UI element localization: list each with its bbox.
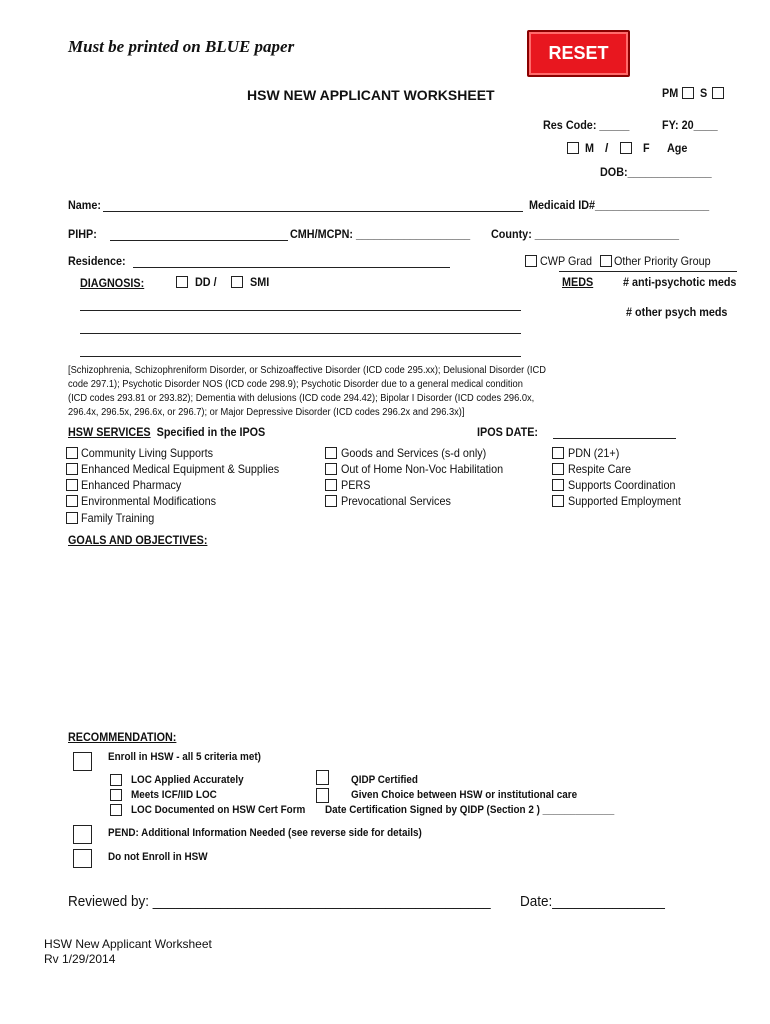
name-label: Name: — [68, 198, 102, 212]
meds-divider — [559, 271, 737, 272]
service-label: Prevocational Services — [341, 494, 451, 508]
service-checkbox[interactable] — [325, 495, 337, 507]
ipos-date-label: IPOS DATE: — [477, 425, 539, 439]
m-label: M — [585, 141, 594, 155]
other-psych-label: # other psych meds — [626, 305, 728, 319]
loc-documented-checkbox[interactable] — [110, 804, 122, 816]
residence-field[interactable] — [133, 267, 450, 268]
qidp-certified-checkbox[interactable] — [316, 770, 329, 785]
service-label: Supports Coordination — [568, 478, 676, 492]
dd-label: DD / — [195, 275, 217, 289]
residence-label: Residence: — [68, 254, 126, 268]
diagnosis-note-line: (ICD codes 293.81 or 293.82); Dementia with delusions (ICD code 294.42); Bipolar I Disorder (ICD codes 296.0x, — [68, 393, 535, 404]
reviewed-by-label: Reviewed by: _____________________________________________ — [68, 893, 491, 910]
goals-area[interactable] — [68, 552, 728, 722]
service-label: Enhanced Medical Equipment & Supplies — [81, 462, 280, 476]
reset-button[interactable]: RESET — [527, 30, 630, 77]
service-checkbox[interactable] — [552, 479, 564, 491]
services-heading — [68, 425, 265, 439]
m-checkbox[interactable] — [567, 142, 579, 154]
res-code-label: Res Code: _____ — [543, 118, 630, 132]
services-heading-suffix: Specified in the IPOS — [156, 425, 266, 439]
service-checkbox[interactable] — [325, 479, 337, 491]
service-label: PERS — [341, 478, 371, 492]
do-not-enroll-checkbox[interactable] — [73, 849, 92, 868]
service-checkbox[interactable] — [66, 495, 78, 507]
smi-checkbox[interactable] — [231, 276, 243, 288]
ipos-date-field[interactable] — [553, 438, 676, 439]
smi-label: SMI — [250, 275, 270, 289]
cwp-grad-label: CWP Grad — [540, 254, 593, 268]
fy-label: FY: 20____ — [662, 118, 718, 132]
dob-label: DOB:______________ — [600, 165, 712, 179]
loc-applied-label: LOC Applied Accurately — [131, 774, 244, 786]
pend-checkbox[interactable] — [73, 825, 92, 844]
service-checkbox[interactable] — [66, 447, 78, 459]
diagnosis-note-line: code 297.1); Psychotic Disorder NOS (ICD code 298.9); Psychotic Disorder due to a general medical condition — [68, 379, 523, 390]
diagnosis-line-2[interactable] — [80, 333, 521, 334]
medicaid-label: Medicaid ID#___________________ — [529, 198, 710, 212]
service-label: Environmental Modifications — [81, 494, 217, 508]
service-label: Family Training — [81, 511, 155, 525]
s-label: S — [700, 86, 708, 100]
given-choice-checkbox[interactable] — [316, 788, 329, 803]
date-cert-label: Date Certification Signed by QIDP (Section 2 ) _____________ — [325, 804, 615, 816]
service-checkbox[interactable] — [552, 447, 564, 459]
page-title: HSW NEW APPLICANT WORKSHEET — [247, 87, 495, 103]
loc-applied-checkbox[interactable] — [110, 774, 122, 786]
services-heading-label: HSW SERVICES — [68, 425, 151, 439]
other-priority-checkbox[interactable] — [600, 255, 612, 267]
loc-documented-label: LOC Documented on HSW Cert Form — [131, 804, 306, 816]
form-name: HSW New Applicant Worksheet — [44, 937, 212, 951]
print-note: Must be printed on BLUE paper — [68, 37, 295, 56]
service-checkbox[interactable] — [66, 463, 78, 475]
diagnosis-label: DIAGNOSIS: — [80, 276, 145, 290]
service-label: Supported Employment — [568, 494, 681, 508]
goals-heading: GOALS AND OBJECTIVES: — [68, 533, 208, 547]
service-label: Goods and Services (s-d only) — [341, 446, 487, 460]
dd-checkbox[interactable] — [176, 276, 188, 288]
county-label: County: ________________________ — [491, 227, 679, 241]
pm-label: PM — [662, 86, 679, 100]
other-priority-label: Other Priority Group — [614, 254, 711, 268]
pihp-field[interactable] — [110, 240, 288, 241]
cwp-grad-checkbox[interactable] — [525, 255, 537, 267]
service-label: Out of Home Non-Voc Habilitation — [341, 462, 504, 476]
service-checkbox[interactable] — [552, 495, 564, 507]
f-checkbox[interactable] — [620, 142, 632, 154]
diagnosis-line-1[interactable] — [80, 310, 521, 311]
service-checkbox[interactable] — [325, 447, 337, 459]
meets-icf-label: Meets ICF/IID LOC — [131, 789, 217, 801]
pm-checkbox[interactable] — [682, 87, 694, 99]
pend-label: PEND: Additional Information Needed (see reverse side for details) — [108, 827, 422, 839]
given-choice-label: Given Choice between HSW or institutional care — [351, 789, 578, 801]
qidp-certified-label: QIDP Certified — [351, 774, 418, 786]
pihp-label: PIHP: — [68, 227, 97, 241]
meets-icf-checkbox[interactable] — [110, 789, 122, 801]
cmh-label: CMH/MCPN: ___________________ — [290, 227, 471, 241]
date-label: Date:_______________ — [520, 893, 665, 910]
recommendation-heading: RECOMMENDATION: — [68, 730, 177, 744]
service-checkbox[interactable] — [325, 463, 337, 475]
diagnosis-line-3[interactable] — [80, 356, 521, 357]
do-not-enroll-label: Do not Enroll in HSW — [108, 851, 208, 863]
service-label: Community Living Supports — [81, 446, 214, 460]
f-label: F — [643, 141, 650, 155]
age-label: Age — [667, 141, 688, 155]
name-field[interactable] — [103, 211, 523, 212]
service-label: PDN (21+) — [568, 446, 620, 460]
diagnosis-note-line: 296.4x, 296.5x, 296.6x, or 296.7); or Major Depressive Disorder (ICD codes 296.2x and 296.3x)] — [68, 407, 465, 418]
slash-separator: / — [605, 141, 609, 155]
diagnosis-note-line: [Schizophrenia, Schizophreniform Disorder, or Schizoaffective Disorder (ICD code 295.xx); Delusional Disorder (ICD — [68, 365, 546, 376]
meds-label: MEDS — [562, 275, 594, 289]
service-checkbox[interactable] — [66, 479, 78, 491]
service-label: Enhanced Pharmacy — [81, 478, 182, 492]
enroll-checkbox[interactable] — [73, 752, 92, 771]
service-checkbox[interactable] — [66, 512, 78, 524]
anti-psychotic-label: # anti-psychotic meds — [623, 275, 737, 289]
service-label: Respite Care — [568, 462, 632, 476]
enroll-label: Enroll in HSW - all 5 criteria met) — [108, 751, 261, 763]
service-checkbox[interactable] — [552, 463, 564, 475]
revision-date: Rv 1/29/2014 — [44, 952, 116, 966]
s-checkbox[interactable] — [712, 87, 724, 99]
